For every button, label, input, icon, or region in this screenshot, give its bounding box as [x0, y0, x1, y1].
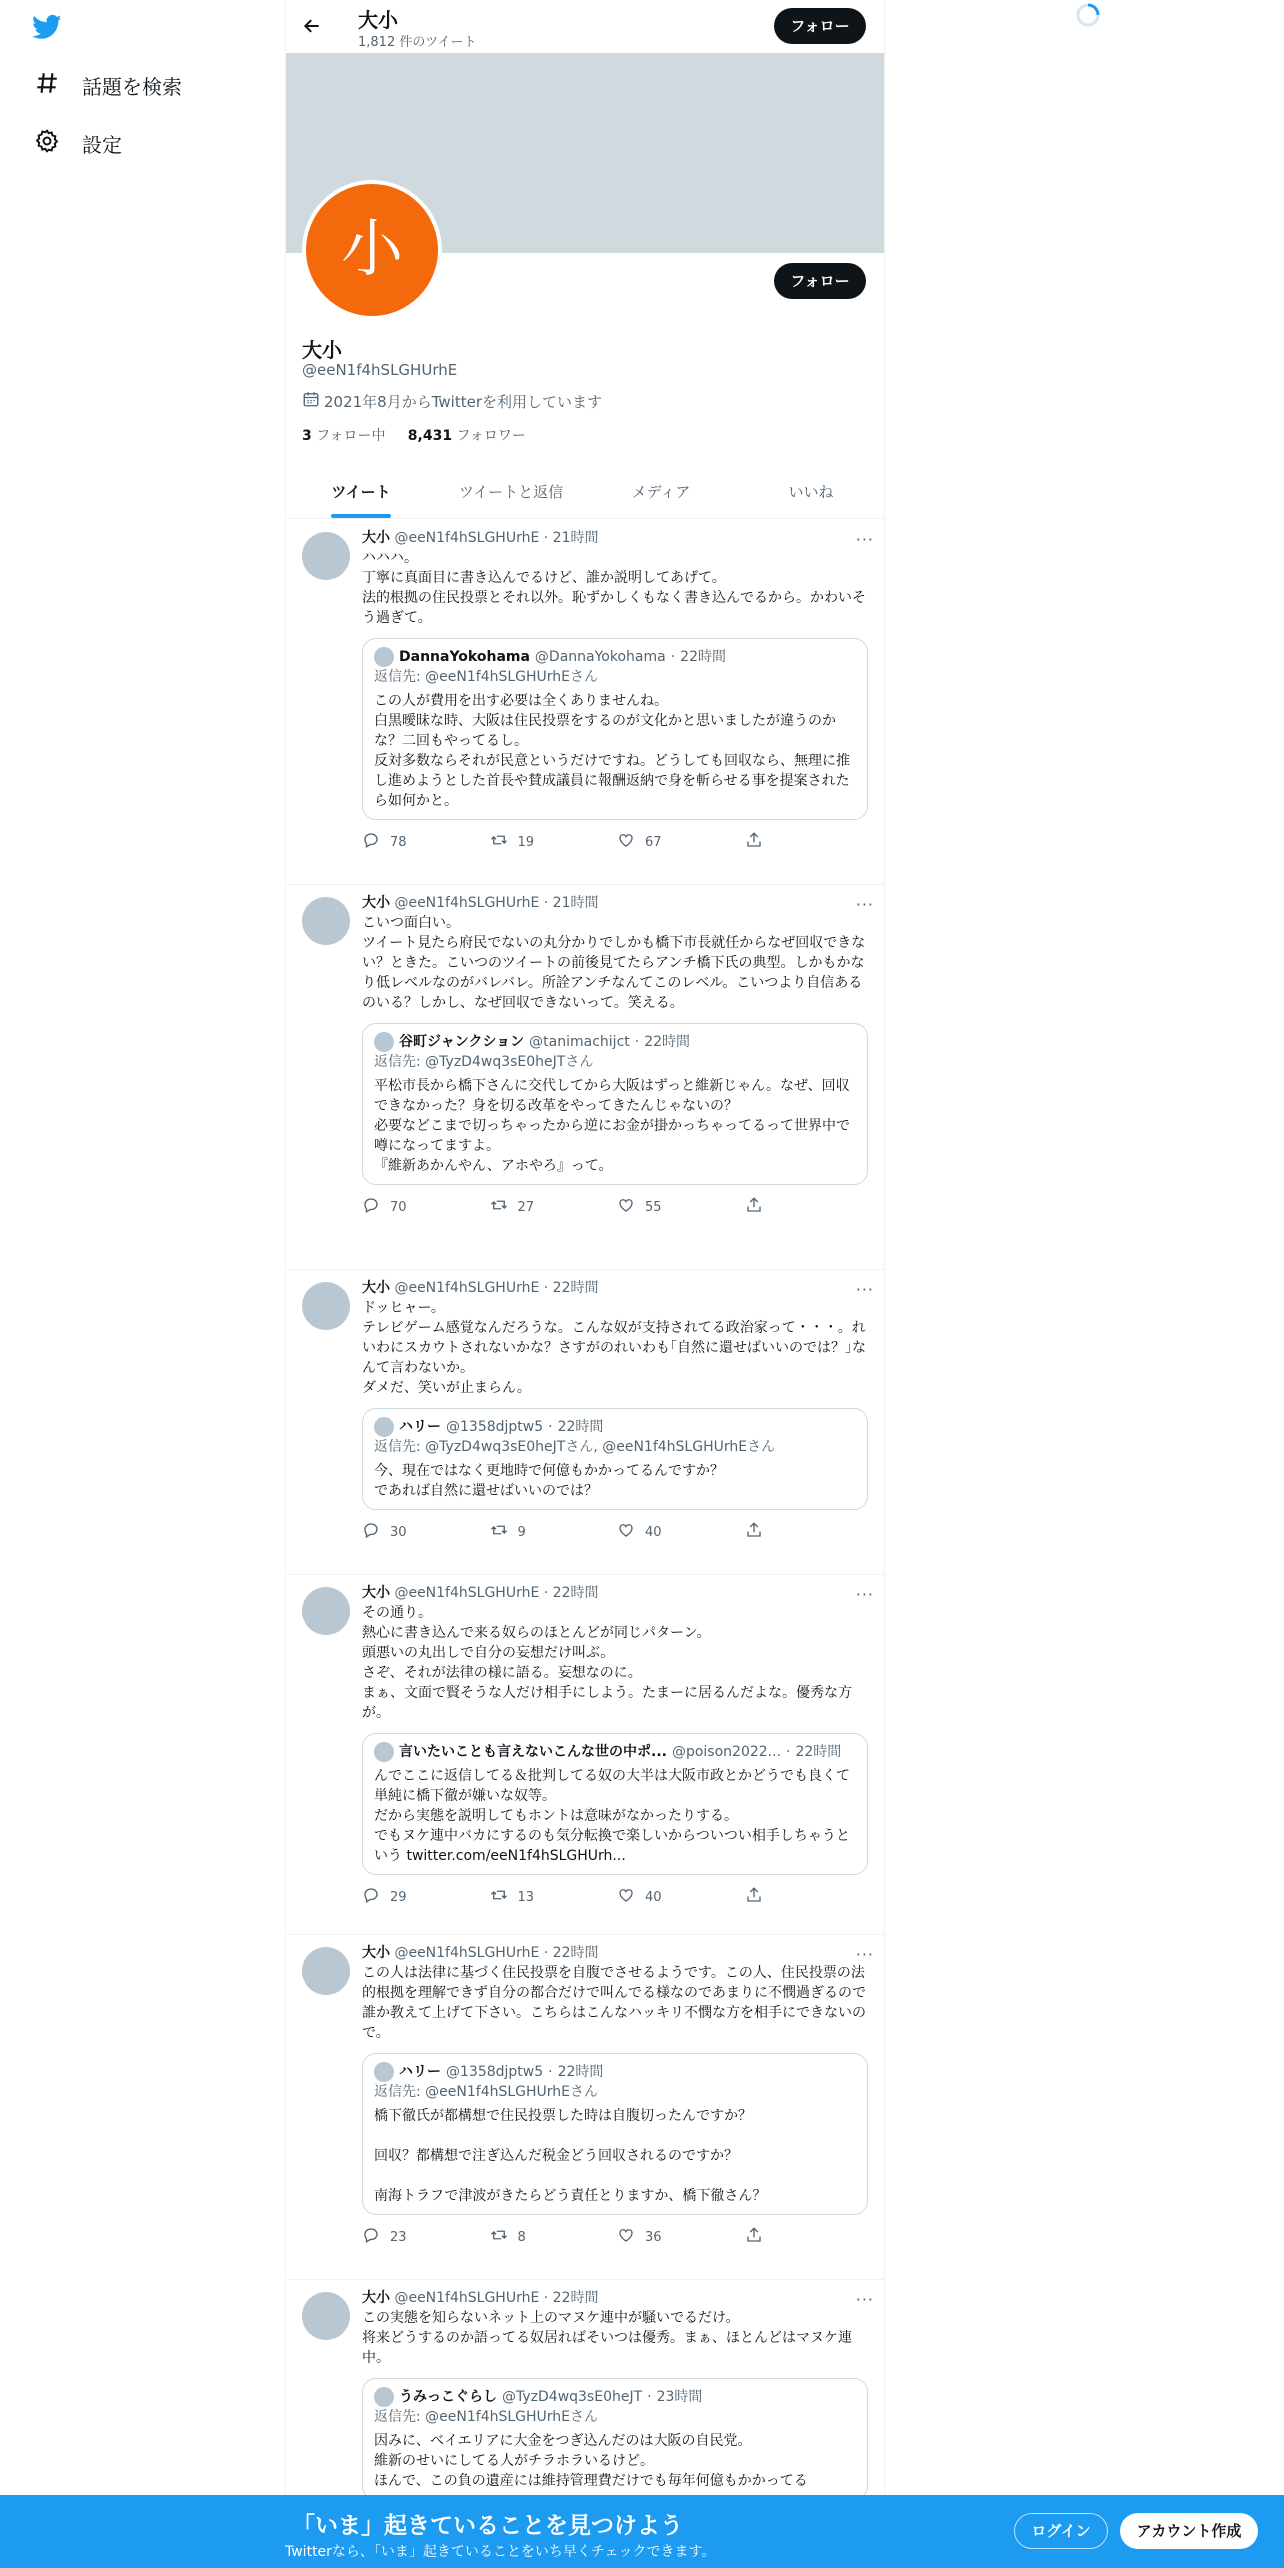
quote-reply-to	[374, 2082, 856, 2102]
profile-column	[285, 0, 885, 2568]
quote-avatar	[374, 1032, 394, 1052]
tab-likes[interactable]: いいね	[788, 483, 834, 501]
nav-item-settings[interactable]	[34, 128, 122, 159]
share-button[interactable]	[745, 831, 873, 853]
tweet-text: こいつ面白い。 ツイート見たら府民でないの丸分かりでしかも橋下市長就任からなぜ回収できない？ときた。こいつのツイートの前後見てたらアンチ橋下氏の典型。しかもかなり低レベルなのがバレバレ。所詮アンチなんてこのレベル。こいつより自信あるのいる？しかし、なぜ回収できないって。笑える。	[362, 915, 866, 1011]
quote-time: 22時間	[557, 1419, 604, 1435]
quote-time: 22時間	[680, 649, 726, 665]
tweet-author-handle[interactable]: @eeN1f4hSLGHUrhE	[394, 895, 540, 911]
like-button[interactable]	[617, 831, 745, 853]
tweet-header: 大小 @eeN1f4hSLGHUrhE · 21時間 ···	[362, 895, 874, 914]
reply-button[interactable]	[362, 2226, 490, 2248]
like-button[interactable]	[617, 1886, 745, 1908]
like-count: 40	[645, 1524, 662, 1540]
quote-author-handle: @TyzD4wq3sE0heJT	[502, 2389, 643, 2405]
quoted-tweet[interactable]	[362, 1408, 868, 1510]
more-icon[interactable]: ···	[855, 1280, 874, 1299]
quote-reply-target[interactable]: @eeN1f4hSLGHUrhEさん	[425, 2409, 599, 2425]
tweet[interactable]	[286, 1270, 885, 1575]
quote-avatar	[374, 2387, 394, 2407]
tweet-avatar[interactable]	[302, 1282, 350, 1330]
reply-button[interactable]	[362, 1886, 490, 1908]
reply-button[interactable]	[362, 1196, 490, 1218]
profile-header-bar	[286, 0, 884, 53]
tweet-header: 大小 @eeN1f4hSLGHUrhE · 21時間 ···	[362, 530, 874, 549]
like-button[interactable]	[617, 1196, 745, 1218]
quote-header: DannaYokohama @DannaYokohama · 22時間	[374, 647, 856, 667]
followers-label: フォロワー	[456, 428, 526, 444]
quote-author-handle: @tanimachijct	[529, 1034, 630, 1050]
heart-icon	[617, 1196, 635, 1218]
share-button[interactable]	[745, 1521, 873, 1543]
signup-button[interactable]: アカウント作成	[1120, 2513, 1258, 2549]
tweet-header: 大小 @eeN1f4hSLGHUrhE · 22時間 ···	[362, 1585, 874, 1604]
quote-author-handle: @DannaYokohama	[534, 649, 666, 665]
tweet-author-handle[interactable]: @eeN1f4hSLGHUrhE	[394, 1585, 540, 1601]
quote-time: 23時間	[656, 2389, 703, 2405]
quote-text: 因みに、ベイエリアに大金をつぎ込んだのは大阪の自民党。 維新のせいにしてる人がチラホラいるけど。 ほんで、この負の遺産には維持管理費だけでも毎年何億もかかってる	[374, 2433, 808, 2489]
followers-link[interactable]	[408, 428, 526, 444]
quote-reply-target[interactable]: @TyzD4wq3sE0heJTさん, @eeN1f4hSLGHUrhEさん	[425, 1439, 776, 1455]
like-count: 36	[645, 2229, 662, 2245]
follow-stats	[302, 425, 526, 445]
heart-icon	[617, 2226, 635, 2248]
quote-reply-target[interactable]: @eeN1f4hSLGHUrhEさん	[425, 2084, 599, 2100]
tweet-author-handle[interactable]: @eeN1f4hSLGHUrhE	[394, 2290, 540, 2306]
reply-icon	[362, 1521, 380, 1543]
reply-count: 70	[390, 1199, 407, 1215]
tweet-header: 大小 @eeN1f4hSLGHUrhE · 22時間 ···	[362, 1280, 874, 1299]
tweet-count: 1,812 件のツイート	[358, 35, 477, 50]
reply-button[interactable]	[362, 831, 490, 853]
retweet-button[interactable]	[490, 1886, 618, 1908]
quote-reply-to	[374, 667, 856, 687]
tweet-author-name[interactable]: 大小	[362, 1945, 390, 1961]
gear-icon	[34, 128, 60, 159]
retweet-count: 9	[517, 1524, 526, 1540]
calendar-icon	[302, 390, 320, 412]
tweet[interactable]	[286, 885, 885, 1270]
quote-author-handle: @poison2022...	[671, 1744, 782, 1760]
tweet-text: ドッヒャー。 テレビゲーム感覚なんだろうな。こんな奴が支持されてる政治家って・・・。れいわにスカウトされないかな？さすがのれいわも｢自然に還せばいいのでは？｣なんて言わないか。 ダメだ、笑いが止まらん。	[362, 1300, 866, 1396]
tweet-author-name[interactable]: 大小	[362, 1585, 390, 1601]
quote-author-name: 言いたいことも言えないこんな世の中ポ...	[399, 1744, 667, 1760]
retweet-icon	[490, 2226, 508, 2248]
following-label: フォロー中	[316, 428, 386, 444]
left-navigation	[0, 0, 284, 2568]
tweet-body	[362, 893, 872, 1219]
tweet-time[interactable]: 22時間	[552, 1945, 599, 1961]
retweet-icon	[490, 831, 508, 853]
share-button[interactable]	[745, 1886, 873, 1908]
share-button[interactable]	[745, 1196, 873, 1218]
share-icon	[745, 1886, 763, 1908]
following-link[interactable]	[302, 428, 386, 444]
retweet-button[interactable]	[490, 1521, 618, 1543]
quote-reply-prefix: 返信先:	[374, 1054, 421, 1070]
heart-icon	[617, 831, 635, 853]
reply-button[interactable]	[362, 1521, 490, 1543]
quote-reply-prefix: 返信先:	[374, 1439, 421, 1455]
retweet-button[interactable]	[490, 1196, 618, 1218]
tweet-body	[362, 1943, 872, 2249]
tweet[interactable]	[286, 520, 885, 885]
retweet-button[interactable]	[490, 2226, 618, 2248]
twitter-bird-icon[interactable]	[30, 12, 66, 44]
tweet-header: 大小 @eeN1f4hSLGHUrhE · 22時間 ···	[362, 1945, 874, 1964]
share-icon	[745, 1521, 763, 1543]
quote-reply-to	[374, 2407, 856, 2427]
share-icon	[745, 831, 763, 853]
tweet-body	[362, 1278, 872, 1544]
quote-author-name: ハリー	[399, 2064, 441, 2080]
quote-header: 谷町ジャンクション @tanimachijct · 22時間	[374, 1032, 856, 1052]
quote-reply-prefix: 返信先:	[374, 2084, 421, 2100]
retweet-count: 8	[517, 2229, 526, 2245]
following-count: 3	[302, 428, 312, 444]
join-date	[302, 390, 602, 412]
quote-text: 橋下徹氏が都構想で住民投票した時は自腹切ったんですか？ 回収？都構想で注ぎ込んだ税金どう回収されるのですか？ 南海トラフで津波がきたらどう責任とりますか、橋下徹さん？	[374, 2108, 767, 2204]
tweet-body	[362, 1583, 872, 1909]
nav-item-label: 話題を検索	[82, 75, 182, 99]
quote-header: うみっこぐらし @TyzD4wq3sE0heJT · 23時間	[374, 2387, 856, 2407]
more-icon[interactable]: ···	[855, 1585, 874, 1604]
tweet-time[interactable]: 21時間	[552, 895, 599, 911]
tweet-text: ハハハ。 丁寧に真面目に書き込んでるけど、誰か説明してあげて。 法的根拠の住民投票とそれ以外。恥ずかしくもなく書き込んでるから。かわいそう過ぎて。	[362, 550, 866, 626]
tweet[interactable]	[286, 1575, 885, 1935]
banner-title: 「いま」起きていることを見つけよう	[292, 2513, 683, 2539]
heart-icon	[617, 1886, 635, 1908]
signup-banner	[0, 2495, 1284, 2568]
quote-reply-target[interactable]: @TyzD4wq3sE0heJTさん	[425, 1054, 594, 1070]
like-button[interactable]	[617, 2226, 745, 2248]
quote-text: んでここに返信してる＆批判してる奴の大半は大阪市政とかどうでも良くて単純に橋下徹が嫌いな奴等。 だから実態を説明してもホントは意味がなかったりする。 でもヌケ連中バカにするのも気分転換で楽しいからついつい相手しちゃうという twitter.com/eeN1f4hSLGHUrh...	[374, 1768, 850, 1864]
quote-text: 平松市長から橋下さんに交代してから大阪はずっと維新じゃん。なぜ、回収できなかった？身を切る改革をやってきたんじゃないの？ 必要などこまで切っちゃったから逆にお金が掛かっちゃってるって世界中で噂になってますよ。 『維新あかんやん、アホやろ』って。	[374, 1078, 850, 1174]
quoted-tweet[interactable]	[362, 1733, 868, 1875]
quote-avatar	[374, 1417, 394, 1437]
tweet-author-name[interactable]: 大小	[362, 1280, 390, 1296]
quote-reply-prefix: 返信先:	[374, 2409, 421, 2425]
join-date-text: 2021年8月からTwitterを利用しています	[324, 392, 602, 411]
retweet-count: 19	[517, 834, 535, 850]
quoted-tweet[interactable]	[362, 638, 868, 820]
like-count: 55	[645, 1199, 662, 1215]
retweet-icon	[490, 1886, 508, 1908]
header-follow-button[interactable]: フォロー	[774, 8, 866, 44]
quote-time: 22時間	[644, 1034, 691, 1050]
tweet-author-name[interactable]: 大小	[362, 530, 390, 546]
retweet-count: 13	[517, 1889, 535, 1905]
reply-icon	[362, 831, 380, 853]
reply-icon	[362, 1196, 380, 1218]
tweet-text: この人は法律に基づく住民投票を自腹でさせるようです。この人、住民投票の法的根拠を理解できず自分の都合だけで叫んでる様なのであまりに不憫過ぎるので誰か教えて上げて下さい。こちらはこんなハッキリ不憫な方を相手にできないので。	[362, 1965, 866, 2041]
reply-count: 78	[390, 834, 407, 850]
tab-tweets-and-replies[interactable]: ツイートと返信	[458, 483, 564, 501]
tweet-author-name[interactable]: 大小	[362, 2290, 390, 2306]
followers-count: 8,431	[407, 428, 453, 444]
quote-time: 22時間	[795, 1744, 842, 1760]
reply-count: 29	[390, 1889, 407, 1905]
tweet-actions	[362, 1885, 872, 1909]
quote-text: この人が費用を出す必要は全くありませんね。 白黒曖昧な時、大阪は住民投票をするのが文化かと思いましたが違うのかな？二回もやってるし。 反対多数ならそれが民意というだけですね。どうしても回収なら、無理に推し進めようとした首長や賛成議員に報酬返納で身を斬らせる事を提案されたら如何かと。	[374, 693, 850, 809]
follow-button[interactable]: フォロー	[774, 263, 866, 299]
quote-author-name: 谷町ジャンクション	[399, 1034, 525, 1050]
quote-author-name: ハリー	[399, 1419, 441, 1435]
tweet-actions	[362, 2225, 872, 2249]
tweet-author-name[interactable]: 大小	[362, 895, 390, 911]
tweet-actions	[362, 1195, 872, 1219]
tweet-author-handle[interactable]: @eeN1f4hSLGHUrhE	[394, 1945, 540, 1961]
reply-count: 30	[390, 1524, 407, 1540]
quote-header: 言いたいことも言えないこんな世の中ポ... @poison2022... · 22時間	[374, 1742, 856, 1762]
tweet-time[interactable]: 22時間	[552, 1280, 599, 1296]
quote-avatar	[374, 647, 394, 667]
quote-reply-prefix: 返信先:	[374, 669, 421, 685]
tab-media[interactable]: メディア	[631, 483, 691, 501]
tweet-text: その通り。 熱心に書き込んで来る奴らのほとんどが同じパターン。 頭悪いの丸出しで自分の妄想だけ叫ぶ。 さぞ、それが法律の様に語る。妄想なのに。 まぁ、文面で賢そうな人だけ相手にしよう。たまーに居るんだよな。優秀な方が。	[362, 1605, 852, 1721]
retweet-count: 27	[517, 1199, 535, 1215]
nav-item-explore[interactable]	[34, 70, 182, 101]
tweet-header: 大小 @eeN1f4hSLGHUrhE · 22時間 ···	[362, 2290, 874, 2309]
like-button[interactable]	[617, 1521, 745, 1543]
profile-name: 大小	[302, 338, 342, 362]
like-count: 40	[645, 1889, 662, 1905]
quoted-tweet[interactable]	[362, 2053, 868, 2215]
reply-count: 23	[390, 2229, 407, 2245]
quoted-tweet[interactable]	[362, 2378, 868, 2500]
tweet-actions	[362, 830, 872, 854]
tweet-time[interactable]: 22時間	[552, 2290, 599, 2306]
quoted-tweet[interactable]	[362, 1023, 868, 1185]
quote-author-name: DannaYokohama	[399, 649, 530, 665]
heart-icon	[617, 1521, 635, 1543]
loading-spinner-icon	[1074, 1, 1102, 29]
retweet-icon	[490, 1521, 508, 1543]
quote-header: ハリー @1358djptw5 · 22時間	[374, 1417, 856, 1437]
tweet-text: この実態を知らないネット上のマヌケ連中が騒いでるだけ。 将来どうするのか語ってる奴居ればそいつは優秀。まぁ、ほとんどはマヌケ連中。	[362, 2310, 852, 2366]
back-arrow-icon[interactable]	[302, 16, 324, 38]
more-icon[interactable]: ···	[855, 1945, 874, 1964]
quote-text: 今、現在ではなく更地時で何億もかかってるんですか？ であれば自然に還せばいいのでは？	[374, 1463, 724, 1499]
quote-header: ハリー @1358djptw5 · 22時間	[374, 2062, 856, 2082]
quote-reply-to	[374, 1437, 856, 1457]
retweet-icon	[490, 1196, 508, 1218]
profile-tabs	[286, 466, 885, 519]
tweet-avatar[interactable]	[302, 532, 350, 580]
quote-reply-target[interactable]: @eeN1f4hSLGHUrhEさん	[425, 669, 599, 685]
more-icon[interactable]: ···	[855, 530, 874, 549]
retweet-button[interactable]	[490, 831, 618, 853]
tweet-time[interactable]: 21時間	[552, 530, 599, 546]
reply-icon	[362, 2226, 380, 2248]
like-count: 67	[645, 834, 662, 850]
share-icon	[745, 2226, 763, 2248]
quote-avatar	[374, 2062, 394, 2082]
tweet-body	[362, 2288, 872, 2500]
tweet-author-handle[interactable]: @eeN1f4hSLGHUrhE	[394, 1280, 540, 1296]
quote-author-handle: @1358djptw5	[446, 2064, 544, 2080]
tweet[interactable]	[286, 1935, 885, 2280]
more-icon[interactable]: ···	[855, 2290, 874, 2309]
tweet-author-handle[interactable]: @eeN1f4hSLGHUrhE	[394, 530, 540, 546]
nav-item-label: 設定	[82, 133, 122, 157]
tweet-time[interactable]: 22時間	[552, 1585, 599, 1601]
quote-author-name: うみっこぐらし	[399, 2389, 497, 2405]
quote-author-handle: @1358djptw5	[446, 1419, 544, 1435]
header-name: 大小	[358, 8, 398, 32]
login-button[interactable]: ログイン	[1014, 2513, 1108, 2549]
profile-handle: @eeN1f4hSLGHUrhE	[302, 361, 458, 379]
tweet-avatar[interactable]	[302, 1587, 350, 1635]
avatar[interactable]: 小	[302, 180, 442, 320]
tweet-actions	[362, 1520, 872, 1544]
quote-reply-to	[374, 1052, 856, 1072]
share-icon	[745, 1196, 763, 1218]
quote-time: 22時間	[557, 2064, 604, 2080]
tweet-avatar[interactable]	[302, 1947, 350, 1995]
more-icon[interactable]: ···	[855, 895, 874, 914]
tweet-body	[362, 528, 872, 854]
banner-subtitle: Twitterなら、「いま」起きていることをいち早くチェックできます。	[285, 2544, 716, 2560]
tab-tweets[interactable]: ツイート	[286, 466, 436, 518]
tweet-avatar[interactable]	[302, 2292, 350, 2340]
hashtag-icon	[34, 70, 60, 101]
share-button[interactable]	[745, 2226, 873, 2248]
tweet-avatar[interactable]	[302, 897, 350, 945]
reply-icon	[362, 1886, 380, 1908]
quote-avatar	[374, 1742, 394, 1762]
